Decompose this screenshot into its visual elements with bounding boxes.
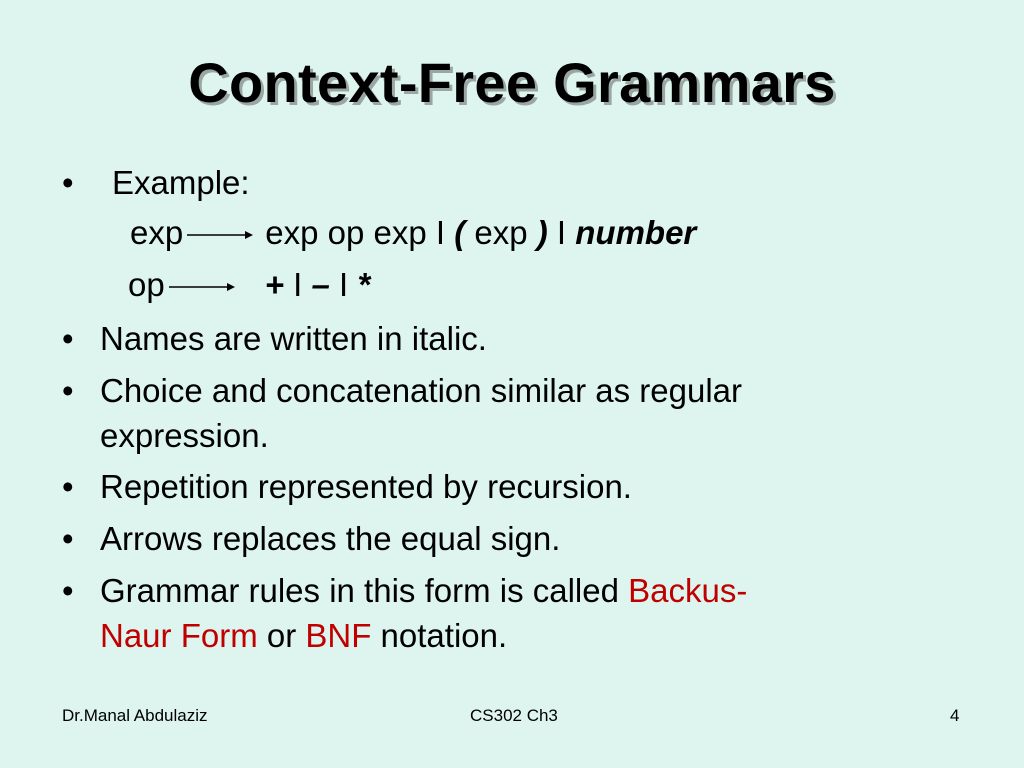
bullet-marker: • xyxy=(62,572,74,609)
open-paren: ( xyxy=(454,214,466,251)
rule-sep: I xyxy=(284,266,312,303)
minus-token: – xyxy=(311,266,330,303)
backus-term: Backus- xyxy=(628,572,748,609)
arrow-icon xyxy=(169,281,235,293)
bullet-text-bnf-continued xyxy=(100,613,507,659)
bnf-suffix: notation. xyxy=(371,617,508,654)
naur-form-term: Naur Form xyxy=(100,617,258,654)
bullet-text: Names are written in italic. xyxy=(100,320,487,357)
grammar-rule-op xyxy=(128,262,370,308)
bullet-text-bnf xyxy=(100,568,747,614)
bullet-text: Arrows replaces the equal sign. xyxy=(100,520,561,557)
footer-page-number: 4 xyxy=(950,706,960,725)
example-label: Example: xyxy=(112,164,250,201)
bullet-marker: • xyxy=(62,520,74,557)
rule-lhs: op xyxy=(128,266,165,303)
bullet-text: Choice and concatenation similar as regular xyxy=(100,372,743,409)
bnf-or: or xyxy=(257,617,306,654)
footer-author: Dr.Manal Abdulaziz xyxy=(62,706,208,725)
bullet-marker: • xyxy=(62,372,74,409)
bnf-term: BNF xyxy=(305,617,372,654)
star-token: * xyxy=(357,266,371,303)
rule-lhs: exp xyxy=(130,214,184,251)
rule-rhs-start: exp op exp I xyxy=(265,214,455,251)
rule-sep: I xyxy=(329,266,358,303)
bullet-text-continued: expression. xyxy=(100,417,269,454)
bullet-marker: • xyxy=(62,164,74,201)
close-paren: ) xyxy=(536,214,548,251)
footer-course: CS302 Ch3 xyxy=(470,706,558,725)
bullet-text: Repetition represented by recursion. xyxy=(100,468,632,505)
plus-token: + xyxy=(264,266,284,303)
slide-title: Context-Free Grammars xyxy=(188,51,836,114)
rule-rhs-mid: exp xyxy=(465,214,537,251)
number-token: number xyxy=(575,214,697,251)
rule-rhs-sep: I xyxy=(547,214,576,251)
grammar-rule-exp xyxy=(130,210,696,256)
bnf-prefix: Grammar rules in this form is called xyxy=(100,572,629,609)
arrow-icon xyxy=(187,229,253,241)
bullet-marker: • xyxy=(62,320,74,357)
bullet-marker: • xyxy=(62,468,74,505)
